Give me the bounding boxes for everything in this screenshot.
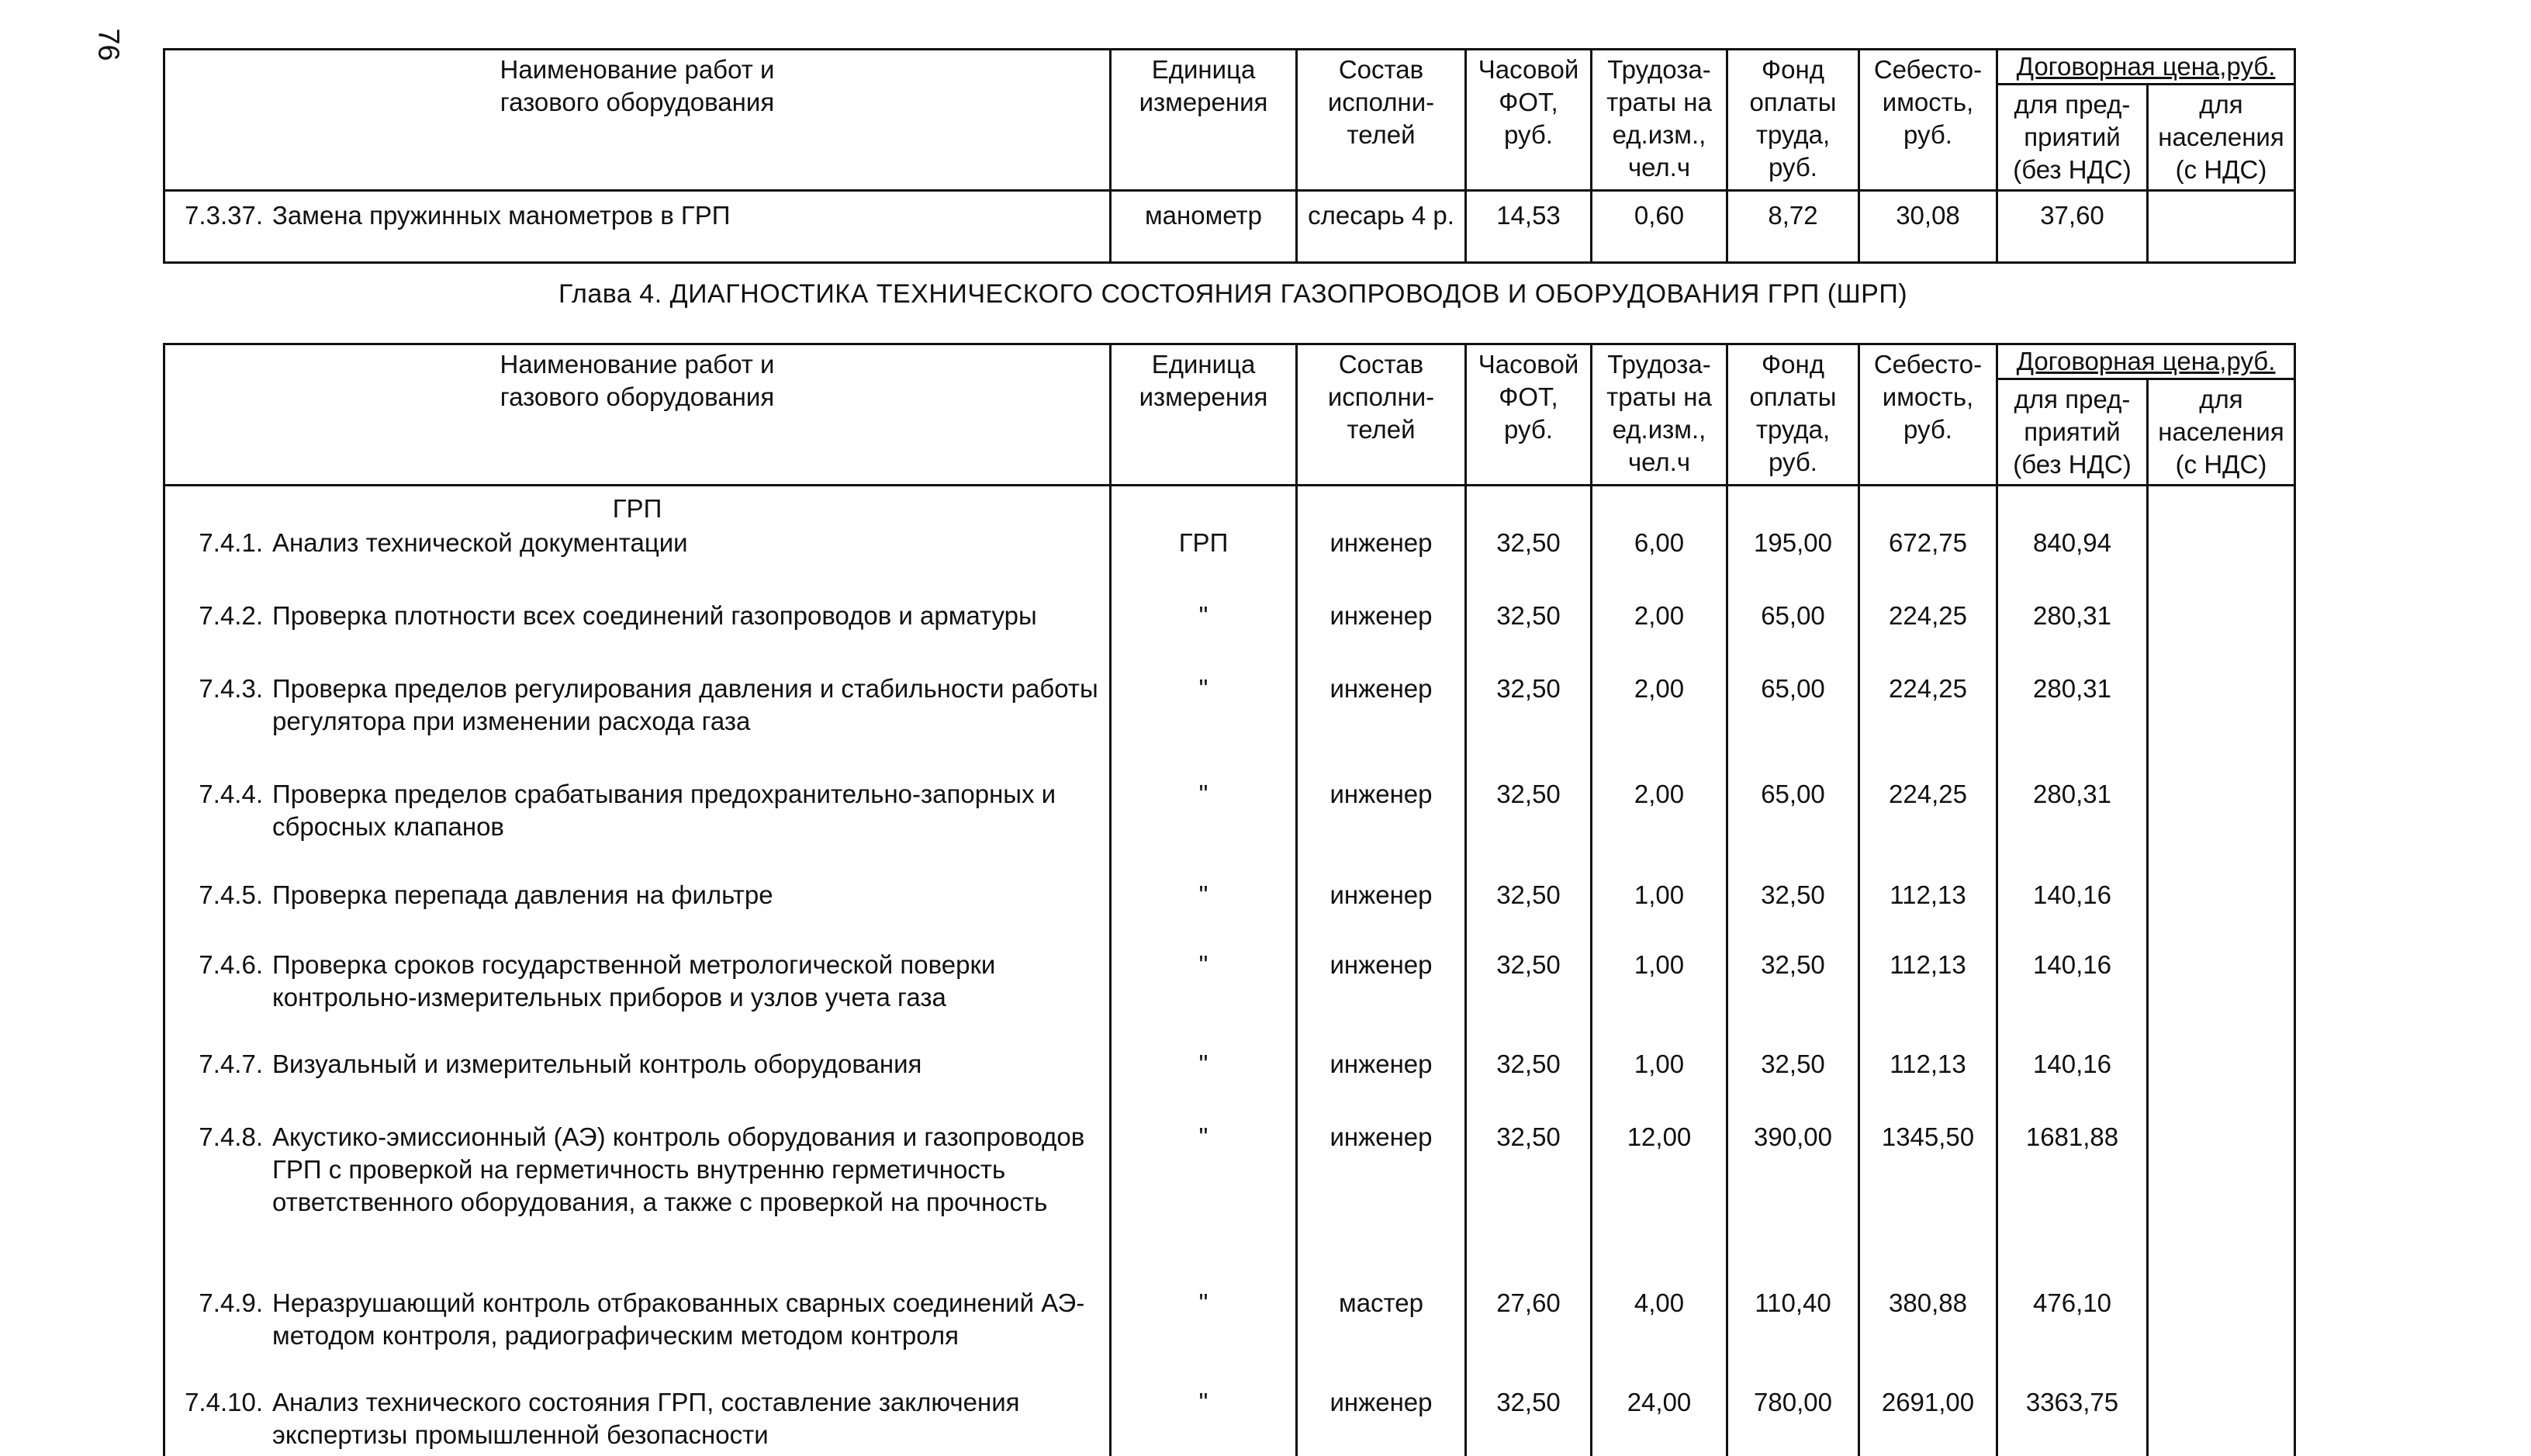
col-header-enterprise: для пред- приятий (без НДС) [1997, 85, 2148, 191]
cell-enterprise-price: 280,31 [1997, 662, 2148, 767]
cell-fund: 390,00 [1727, 1110, 1859, 1276]
row-number: 7.4.1. [199, 528, 263, 557]
cell-population-price [2148, 1375, 2295, 1456]
cell-hourly: 32,50 [1466, 938, 1592, 1037]
cell-unit: " [1111, 938, 1297, 1037]
cell-population-price [2148, 525, 2295, 589]
cell-unit: " [1111, 868, 1297, 938]
row-number: 7.4.6. [199, 950, 263, 979]
row-number: 7.4.7. [199, 1050, 263, 1078]
cell-enterprise-price: 476,10 [1997, 1276, 2148, 1375]
chapter-title: Глава 4. ДИАГНОСТИКА ТЕХНИЧЕСКОГО СОСТОЯНИЯ ГАЗОПРОВОДОВ И ОБОРУДОВАНИЯ ГРП (ШРП) [558, 279, 1908, 309]
cell-labor: 24,00 [1592, 1375, 1727, 1456]
cell-hourly: 32,50 [1466, 525, 1592, 589]
price-table-chapter4 [163, 343, 2296, 1456]
section-title: ГРП [164, 486, 1111, 526]
cell-population-price [2148, 1110, 2295, 1276]
row-number: 7.4.4. [199, 780, 263, 808]
col-header-population: для населения (с НДС) [2148, 379, 2295, 486]
cell-cost: 30,08 [1859, 191, 1997, 263]
cell-labor: 12,00 [1592, 1110, 1727, 1276]
col-header-price-group: Договорная цена,руб. [1997, 50, 2295, 85]
cell-enterprise-price: 140,16 [1997, 938, 2148, 1037]
col-header-cost: Себесто- имость, руб. [1859, 344, 1997, 486]
cell-enterprise-price: 280,31 [1997, 767, 2148, 868]
cell-labor: 6,00 [1592, 525, 1727, 589]
cell-unit: " [1111, 662, 1297, 767]
col-header-price-group: Договорная цена,руб. [1997, 344, 2295, 379]
cell-fund: 32,50 [1727, 868, 1859, 938]
cell-cost: 112,13 [1859, 868, 1997, 938]
cell-population-price [2148, 767, 2295, 868]
cell-hourly: 32,50 [1466, 1375, 1592, 1456]
cell-enterprise-price: 3363,75 [1997, 1375, 2148, 1456]
row-number: 7.4.2. [199, 601, 263, 630]
cell-enterprise-price: 280,31 [1997, 589, 2148, 662]
cell-population-price [2148, 868, 2295, 938]
cell-staff: мастер [1297, 1276, 1466, 1375]
col-header-staff: Состав исполни- телей [1297, 344, 1466, 486]
cell-fund: 65,00 [1727, 767, 1859, 868]
cell-hourly: 32,50 [1466, 662, 1592, 767]
col-header-enterprise: для пред- приятий (без НДС) [1997, 379, 2148, 486]
cell-population-price [2148, 191, 2295, 263]
row-number: 7.4.10. [185, 1388, 263, 1416]
cell-unit: " [1111, 1037, 1297, 1110]
table-row [164, 938, 2295, 1037]
row-name: Проверка плотности всех соединений газопроводов и арматуры [272, 601, 1037, 630]
cell-unit: ГРП [1111, 525, 1297, 589]
cell-enterprise-price: 840,94 [1997, 525, 2148, 589]
cell-unit: " [1111, 1276, 1297, 1375]
row-number: 7.3.37. [185, 201, 263, 230]
cell-labor: 1,00 [1592, 938, 1727, 1037]
col-header-name: Наименование работ и газового оборудования [164, 50, 1111, 191]
cell-labor: 1,00 [1592, 1037, 1727, 1110]
cell-hourly: 32,50 [1466, 1110, 1592, 1276]
cell-cost: 2691,00 [1859, 1375, 1997, 1456]
cell-hourly: 32,50 [1466, 589, 1592, 662]
table-row [164, 662, 2295, 767]
cell-fund: 8,72 [1727, 191, 1859, 263]
cell-fund: 65,00 [1727, 589, 1859, 662]
cell-fund: 32,50 [1727, 1037, 1859, 1110]
row-name: Проверка перепада давления на фильтре [272, 880, 773, 909]
cell-unit: " [1111, 767, 1297, 868]
table-row [164, 1037, 2295, 1110]
row-name: Анализ технической документации [272, 528, 688, 557]
cell-staff: инженер [1297, 525, 1466, 589]
cell-cost: 112,13 [1859, 938, 1997, 1037]
price-table-chapter3 [163, 48, 2296, 264]
cell-labor: 2,00 [1592, 767, 1727, 868]
row-name: Проверка сроков государственной метрологической поверки контрольно-измерительных приборов и узлов учета газа [272, 950, 996, 1012]
col-header-labor: Трудоза- траты на ед.изм., чел.ч [1592, 344, 1727, 486]
page-number: 76 [92, 28, 125, 61]
row-number: 7.4.5. [199, 880, 263, 909]
cell-unit: манометр [1111, 191, 1297, 263]
row-number: 7.4.3. [199, 674, 263, 703]
col-header-hourly: Часовой ФОТ, руб. [1466, 50, 1592, 191]
cell-fund: 195,00 [1727, 525, 1859, 589]
row-number: 7.4.9. [199, 1288, 263, 1317]
row-name: Неразрушающий контроль отбракованных сварных соединений АЭ-методом контроля, радиографическим методом контроля [272, 1288, 1085, 1350]
cell-population-price [2148, 1276, 2295, 1375]
cell-unit: " [1111, 1110, 1297, 1276]
cell-staff: инженер [1297, 1375, 1466, 1456]
table-row [164, 1375, 2295, 1456]
cell-unit: " [1111, 589, 1297, 662]
cell-staff: инженер [1297, 1037, 1466, 1110]
table-row [164, 191, 2295, 263]
col-header-fund: Фонд оплаты труда, руб. [1727, 50, 1859, 191]
cell-staff: инженер [1297, 662, 1466, 767]
cell-hourly: 32,50 [1466, 868, 1592, 938]
row-name: Проверка пределов регулирования давления и стабильности работы регулятора при изменении расхода газа [272, 674, 1098, 735]
cell-fund: 65,00 [1727, 662, 1859, 767]
cell-labor: 0,60 [1592, 191, 1727, 263]
row-name: Проверка пределов срабатывания предохранительно-запорных и сбросных клапанов [272, 780, 1056, 841]
row-name: Замена пружинных манометров в ГРП [272, 201, 731, 230]
table-row [164, 767, 2295, 868]
cell-staff: инженер [1297, 767, 1466, 868]
cell-staff: инженер [1297, 868, 1466, 938]
row-number: 7.4.8. [199, 1122, 263, 1151]
cell-fund: 780,00 [1727, 1375, 1859, 1456]
cell-cost: 224,25 [1859, 662, 1997, 767]
cell-enterprise-price: 1681,88 [1997, 1110, 2148, 1276]
cell-cost: 224,25 [1859, 589, 1997, 662]
cell-labor: 4,00 [1592, 1276, 1727, 1375]
cell-staff: инженер [1297, 589, 1466, 662]
cell-cost: 224,25 [1859, 767, 1997, 868]
cell-unit: " [1111, 1375, 1297, 1456]
cell-enterprise-price: 140,16 [1997, 868, 2148, 938]
cell-staff: инженер [1297, 1110, 1466, 1276]
section-row [164, 486, 2295, 526]
cell-labor: 2,00 [1592, 589, 1727, 662]
table-row [164, 1276, 2295, 1375]
table-row [164, 1110, 2295, 1276]
col-header-staff: Состав исполни- телей [1297, 50, 1466, 191]
cell-population-price [2148, 589, 2295, 662]
table-row [164, 525, 2295, 589]
col-header-hourly: Часовой ФОТ, руб. [1466, 344, 1592, 486]
cell-hourly: 14,53 [1466, 191, 1592, 263]
col-header-unit: Единица измерения [1111, 50, 1297, 191]
cell-hourly: 27,60 [1466, 1276, 1592, 1375]
table-row [164, 589, 2295, 662]
cell-population-price [2148, 938, 2295, 1037]
col-header-name: Наименование работ и газового оборудования [164, 344, 1111, 486]
row-name: Анализ технического состояния ГРП, составление заключения экспертизы промышленной безопасности [272, 1388, 1020, 1449]
cell-cost: 112,13 [1859, 1037, 1997, 1110]
table-row [164, 868, 2295, 938]
cell-cost: 672,75 [1859, 525, 1997, 589]
col-header-fund: Фонд оплаты труда, руб. [1727, 344, 1859, 486]
cell-labor: 1,00 [1592, 868, 1727, 938]
cell-enterprise-price: 140,16 [1997, 1037, 2148, 1110]
cell-cost: 1345,50 [1859, 1110, 1997, 1276]
col-header-population: для населения (с НДС) [2148, 85, 2295, 191]
col-header-labor: Трудоза- траты на ед.изм., чел.ч [1592, 50, 1727, 191]
cell-population-price [2148, 662, 2295, 767]
row-name: Акустико-эмиссионный (АЭ) контроль оборудования и газопроводов ГРП с проверкой на герметичность внутренню герметичность ответственного оборудования, а также с проверкой на прочность [272, 1122, 1085, 1216]
cell-hourly: 32,50 [1466, 767, 1592, 868]
cell-hourly: 32,50 [1466, 1037, 1592, 1110]
cell-labor: 2,00 [1592, 662, 1727, 767]
cell-staff: слесарь 4 р. [1297, 191, 1466, 263]
cell-fund: 32,50 [1727, 938, 1859, 1037]
row-name: Визуальный и измерительный контроль оборудования [272, 1050, 922, 1078]
cell-staff: инженер [1297, 938, 1466, 1037]
col-header-unit: Единица измерения [1111, 344, 1297, 486]
cell-cost: 380,88 [1859, 1276, 1997, 1375]
cell-fund: 110,40 [1727, 1276, 1859, 1375]
col-header-cost: Себесто- имость, руб. [1859, 50, 1997, 191]
cell-population-price [2148, 1037, 2295, 1110]
cell-enterprise-price: 37,60 [1997, 191, 2148, 263]
